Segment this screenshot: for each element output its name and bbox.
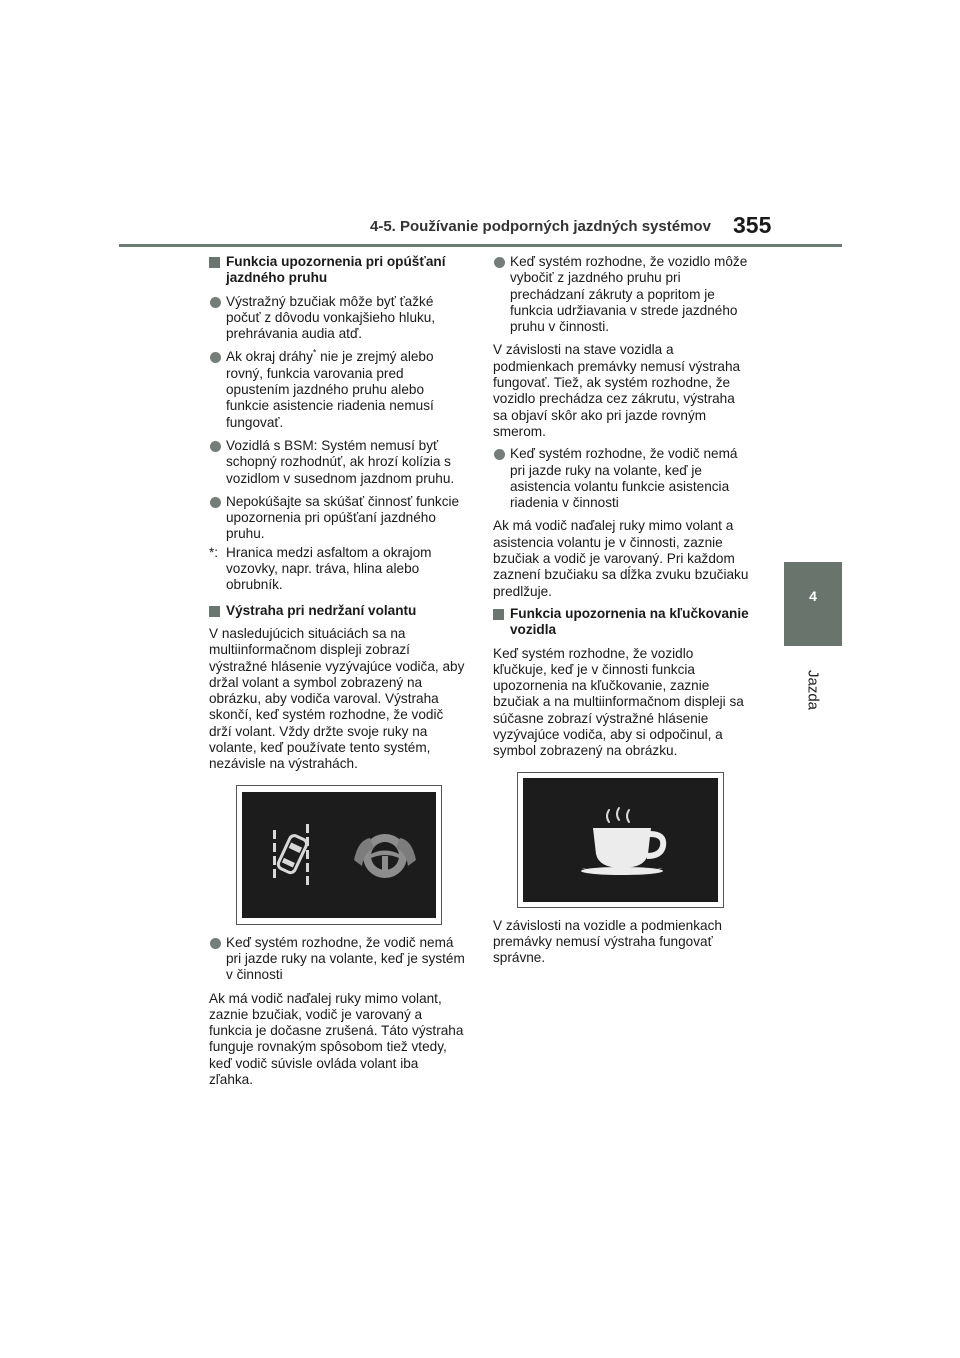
- lane-departure-car-icon: [273, 824, 309, 885]
- round-bullet-icon: [210, 352, 221, 363]
- section-heading: Funkcia upozornenia pri opúšťaní jazdného pruhu: [209, 254, 465, 287]
- hands-off-warning-figure: [236, 785, 442, 925]
- footnote: *: Hranica medzi asfaltom a okrajom vozovky, napr. tráva, hlina alebo obrubník.: [209, 544, 432, 593]
- list-item: Keď systém rozhodne, že vozidlo môže vybočiť z jazdného pruhu pri prechádzaní zákruty a popritom je funkcia udržiavania v strede jazdného pruhu v činnosti.: [493, 254, 749, 335]
- chapter-number: 4: [809, 588, 817, 604]
- section-heading: Výstraha pri nedržaní volantu: [209, 603, 465, 619]
- page-number: 355: [733, 212, 772, 238]
- round-bullet-icon: [210, 497, 221, 508]
- right-column: [493, 254, 749, 973]
- coffee-cup-icon: [523, 778, 718, 902]
- paragraph: V nasledujúcich situáciách sa na multiinformačnom displeji zobrazí výstražné hlásenie vyzývajúce vodiča, aby držal volant a symbol zobrazený na obrázku, aby vodiča varoval. Výstraha skončí, keď systém rozhodne, že vodič drží volant. Vždy držte svoje ruky na volante, keď používate tento systém, nezávisle na výstrahách.: [209, 625, 465, 772]
- list-item: Ak okraj dráhy* nie je zrejmý alebo rovný, funkcia varovania pred opustením jazdného pruhu alebo funkcie asistencie riadenia nemusí fungovať.: [209, 349, 465, 430]
- paragraph: V závislosti na stave vozidla a podmienkach premávky nemusí výstraha fungovať. Tiež, ak systém rozhodne, že vozidlo prechádza cez zákrutu, výstraha sa objaví skôr ako pri jazde rovným smerom.: [493, 342, 741, 439]
- chapter-tab[interactable]: [784, 562, 842, 646]
- list-item: Výstražný bzučiak môže byť ťažké počuť z dôvodu vonkajšieho hluku, prehrávania audia atď.: [209, 294, 465, 343]
- section-heading: Funkcia upozornenia na kľučkovanie vozidla: [493, 606, 749, 639]
- sway-warning-figure: [517, 772, 724, 908]
- paragraph: Ak má vodič naďalej ruky mimo volant, zaznie bzučiak, vodič je varovaný a funkcia je dočasne zrušená. Táto výstraha funguje rovnakým spôsobom tiež vtedy, keď vodič súvisle ovláda volant iba zľahka.: [209, 990, 464, 1087]
- display-screen: [523, 778, 718, 902]
- round-bullet-icon: [210, 441, 221, 452]
- round-bullet-icon: [494, 257, 505, 268]
- square-bullet-icon: [493, 609, 504, 620]
- paragraph: Keď systém rozhodne, že vozidlo kľučkuje, keď je v činnosti funkcia upozornenia na kľučkovanie, zaznie bzučiak a na multiinformačnom displeji sa súčasne zobrazí výstražné hlásenie vyzývajúce vodiča, aby si odpočinul, a symbol zobrazený na obrázku.: [493, 645, 744, 759]
- round-bullet-icon: [210, 297, 221, 308]
- display-screen: [242, 792, 436, 918]
- square-bullet-icon: [209, 257, 220, 268]
- paragraph: Ak má vodič naďalej ruky mimo volant a asistencia volantu je v činnosti, zaznie bzučiak a vodič je varovaný. Pri každom zaznení bzučiaku sa dĺžka zvuku bzučiaku predlžuje.: [493, 518, 749, 599]
- round-bullet-icon: [210, 938, 221, 949]
- header-divider: [119, 244, 842, 247]
- round-bullet-icon: [494, 449, 505, 460]
- square-bullet-icon: [209, 606, 220, 617]
- list-item: Vozidlá s BSM: Systém nemusí byť schopný rozhodnúť, ak hrozí kolízia s vozidlom v susednom jazdnom pruhu.: [209, 438, 465, 487]
- list-item: Keď systém rozhodne, že vodič nemá pri jazde ruky na volante, keď je systém v činnosti: [209, 935, 465, 984]
- paragraph: V závislosti na vozidle a podmienkach premávky nemusí výstraha fungovať správne.: [493, 917, 722, 966]
- footnote-reference: *: [312, 347, 317, 358]
- hands-off-steering-icon: [354, 834, 416, 878]
- list-item: Nepokúšajte sa skúšať činnosť funkcie upozornenia pri opúšťaní jazdného pruhu.: [209, 494, 465, 543]
- chapter-label: Jazda: [804, 669, 822, 711]
- section-title: 4-5. Používanie podporných jazdných systémov: [370, 218, 711, 235]
- list-item: Keď systém rozhodne, že vodič nemá pri jazde ruky na volante, keď je asistencia volantu funkcie asistencia riadenia v činnosti: [493, 446, 749, 511]
- left-column: [209, 254, 465, 1094]
